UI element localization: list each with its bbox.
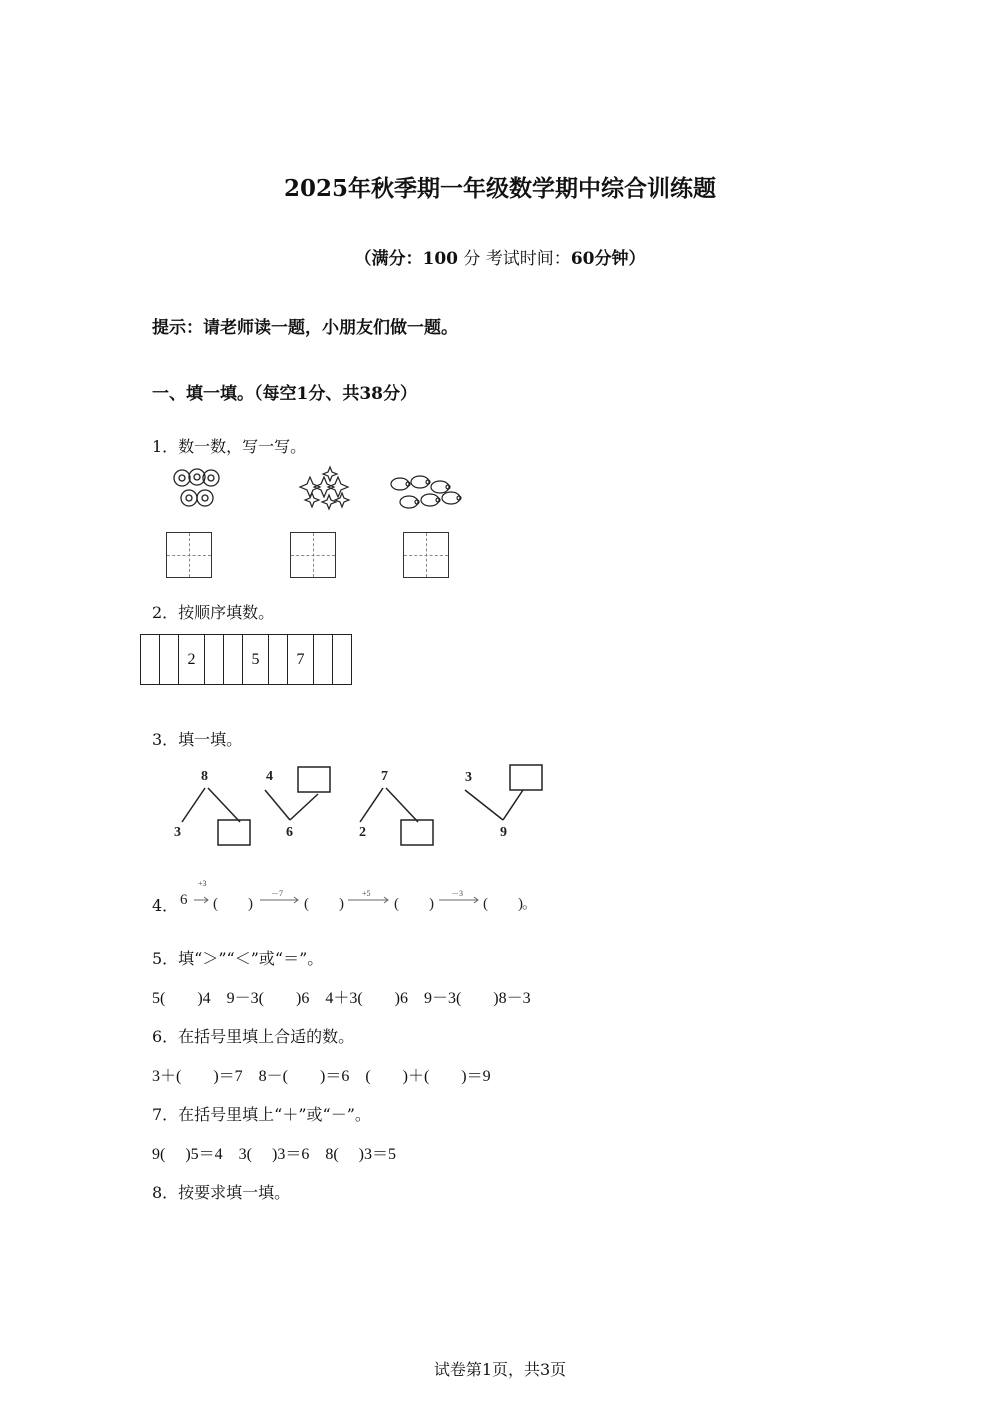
question-2-label: 2．按顺序填数。 (152, 603, 275, 622)
sequence-cell[interactable] (333, 635, 352, 685)
arrow-op: +5 (362, 889, 371, 898)
question-1-label: 1．数一数，写一写。 (152, 437, 307, 456)
hint-text: 提示：请老师读一题，小朋友们做一题。 (152, 318, 458, 338)
full-score-unit: 分 (463, 249, 481, 269)
answer-box-flowers[interactable] (166, 532, 212, 578)
sequence-cell[interactable] (205, 635, 224, 685)
page-footer: 试卷第1页，共3页 (433, 1360, 567, 1379)
bond-number: 3 (465, 770, 472, 785)
arrow-op: +3 (198, 879, 207, 888)
counting-pictures (160, 462, 480, 522)
question-6-problems[interactable]: 3＋( )＝7 8－( )＝6 ( )＋( )＝9 (152, 1068, 491, 1085)
sequence-cell: 2 (179, 635, 205, 685)
question-7-problems[interactable]: 9( )5＝4 3( )3＝6 8( )3＝5 (152, 1146, 396, 1163)
bond-number: 9 (500, 825, 507, 840)
full-score-label: 满分： (371, 249, 423, 269)
full-score-value: 100 (422, 249, 458, 269)
paren-close: ） (628, 249, 646, 269)
chain-blank[interactable]: ( ) (213, 896, 253, 912)
question-5-label: 5．填“＞”“＜”或“＝”。 (152, 949, 324, 968)
bond-number: 4 (266, 769, 273, 784)
bond-number: 3 (174, 825, 181, 840)
arrow-op: －7 (271, 889, 283, 898)
answer-box[interactable] (218, 820, 250, 845)
chain-blank[interactable]: ( ) (304, 896, 344, 912)
answer-box-piglets[interactable] (403, 532, 449, 578)
chain-blank[interactable]: ( ) (394, 896, 434, 912)
bond-number: 8 (201, 769, 208, 784)
paren-open: （ (354, 249, 372, 269)
answer-box[interactable] (510, 765, 542, 790)
answer-box-stars[interactable] (290, 532, 336, 578)
question-8-label: 8．按要求填一填。 (152, 1183, 291, 1202)
question-6-label: 6．在括号里填上合适的数。 (152, 1027, 355, 1046)
chain-start-number: 6 (180, 892, 188, 908)
bond-number: 2 (359, 825, 366, 840)
page-title: 2025年秋季期一年级数学期中综合训练题 (283, 175, 716, 202)
section-heading-1: 一、填一填。（每空1分、共38分） (152, 384, 417, 404)
exam-time-label: 考试时间： (485, 249, 571, 269)
question-5-problems[interactable]: 5( )4 9－3( )6 4＋3( )6 9－3( )8－3 (152, 990, 531, 1007)
exam-time-value: 60分钟 (570, 249, 629, 269)
arrow-chain (176, 876, 556, 916)
number-bond-diagrams (160, 760, 560, 855)
question-7-label: 7．在括号里填上“＋”或“－”。 (152, 1105, 371, 1124)
star-icon (300, 467, 349, 509)
flower-icon (174, 469, 219, 506)
sequence-cell[interactable] (269, 635, 288, 685)
sequence-cell: 5 (243, 635, 269, 685)
question-3-label: 3．填一填。 (152, 730, 243, 749)
chain-blank[interactable]: ( ) (483, 896, 523, 912)
bond-number: 6 (286, 825, 293, 840)
answer-box[interactable] (298, 767, 330, 792)
sequence-cell[interactable] (224, 635, 243, 685)
answer-box[interactable] (401, 820, 433, 845)
question-4-label: 4． (152, 896, 179, 915)
bond-number: 7 (381, 769, 388, 784)
score-time-info (0, 244, 1000, 269)
sequence-cell[interactable] (160, 635, 179, 685)
sequence-cell: 7 (288, 635, 314, 685)
piglet-icon (391, 476, 461, 508)
arrow-op: －3 (451, 889, 463, 898)
chain-end: 。 (522, 896, 538, 912)
sequence-cell[interactable] (141, 635, 160, 685)
number-sequence-table (140, 634, 352, 685)
sequence-cell[interactable] (314, 635, 333, 685)
